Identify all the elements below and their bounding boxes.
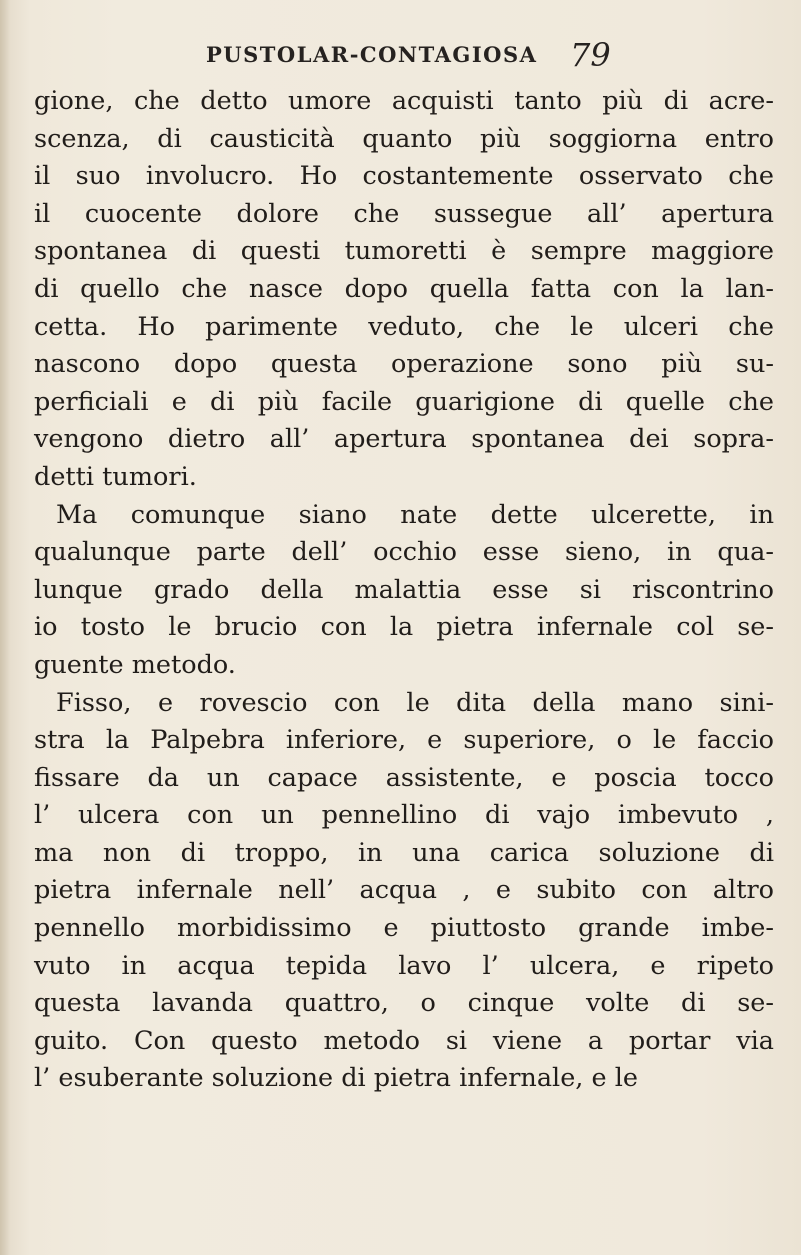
body-text [34, 83, 774, 1098]
text-line: questa lavanda quattro, o cinque volte di se- [34, 988, 774, 1019]
text-line: detti tumori. [34, 461, 197, 492]
page-number: 79 [570, 36, 611, 74]
text-line: stra la Palpebra inferiore, e superiore, o le faccio [34, 725, 774, 756]
page-gutter-shadow [0, 0, 10, 1255]
text-line: guito. Con questo metodo si viene a portar via [34, 1025, 774, 1056]
text-line: nascono dopo questa operazione sono più su- [34, 349, 774, 380]
text-line: spontanea di questi tumoretti è sempre maggiore [34, 236, 774, 267]
page-header [0, 34, 801, 74]
text-line: perficiali e di più facile guarigione di quelle che [34, 386, 774, 417]
text-line: io tosto le brucio con la pietra infernale col se- [34, 612, 774, 643]
text-line: pietra infernale nell’ acqua , e subito con altro [34, 875, 774, 906]
paragraph-1 [34, 83, 774, 497]
paragraph-3 [34, 685, 774, 1099]
text-line: fissare da un capace assistente, e poscia tocco [34, 762, 774, 793]
text-line: Fisso, e rovescio con le dita della mano sini- [56, 687, 774, 718]
text-line: qualunque parte dell’ occhio esse sieno, in qua- [34, 537, 774, 568]
text-line: l’ ulcera con un pennellino di vajo imbevuto , [34, 800, 774, 831]
text-line: pennello morbidissimo e piuttosto grande imbe- [34, 913, 774, 944]
text-line: scenza, di causticità quanto più soggiorna entro [34, 123, 774, 154]
text-line: vengono dietro all’ apertura spontanea dei sopra- [34, 424, 774, 455]
text-line: lunque grado della malattia esse si riscontrino [34, 574, 774, 605]
text-line: vuto in acqua tepida lavo l’ ulcera, e ripeto [34, 950, 774, 981]
text-line: gione, che detto umore acquisti tanto più di acre- [34, 86, 774, 116]
text-line: il cuocente dolore che sussegue all’ apertura [34, 198, 774, 229]
text-line: Ma comunque siano nate dette ulcerette, in [56, 499, 774, 530]
text-line: l’ esuberante soluzione di pietra infernale, e le [34, 1063, 638, 1094]
text-line: di quello che nasce dopo quella fatta con la lan- [34, 273, 774, 304]
text-line: cetta. Ho parimente veduto, che le ulceri che [34, 311, 774, 342]
text-line: guente metodo. [34, 649, 236, 680]
text-line: ma non di troppo, in una carica soluzione di [34, 837, 774, 868]
running-head: PUSTOLAR-CONTAGIOSA [206, 42, 538, 67]
paragraph-2 [34, 497, 774, 685]
text-line: il suo involucro. Ho costantemente osservato che [34, 161, 774, 192]
